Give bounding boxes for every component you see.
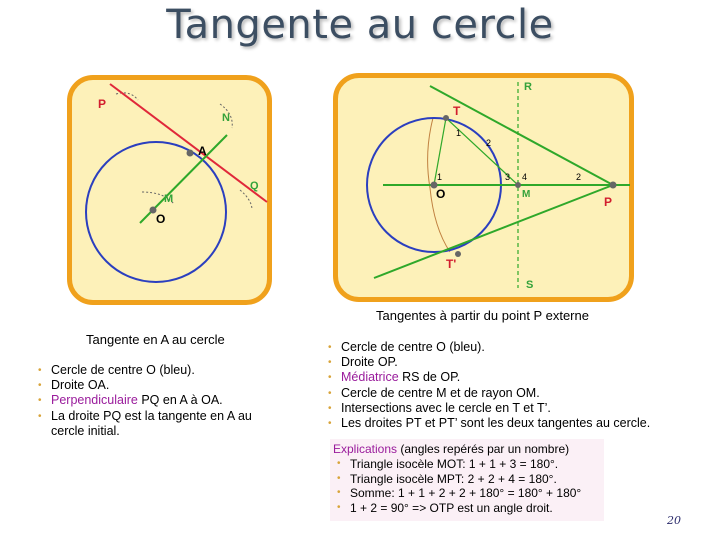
- label-angle-2-top: 2: [486, 138, 492, 148]
- label-m: M: [164, 193, 174, 205]
- highlight-term: Perpendiculaire: [51, 393, 138, 408]
- explanations-list: [336, 457, 604, 515]
- label-m: M: [522, 189, 531, 200]
- label-r: R: [524, 81, 532, 93]
- left-figure-caption: Tangente en A au cercle: [86, 332, 225, 347]
- left-figure-panel: [67, 75, 272, 305]
- right-figure-panel: [333, 73, 634, 302]
- explanations-box: [330, 439, 604, 521]
- left-figure-drawing: [72, 80, 277, 310]
- list-item: • Cercle de centre M et de rayon OM.: [327, 386, 677, 401]
- page-title: Tangente au cercle: [166, 2, 554, 48]
- list-item: • Cercle de centre O (bleu).: [37, 363, 273, 378]
- list-item: • Intersections avec le cercle en T et T’.: [327, 401, 677, 416]
- tangent-pt-prime: [374, 185, 613, 278]
- label-p: P: [98, 97, 107, 111]
- list-item: • Les droites PT et PT’ sont les deux tangentes au cercle.: [327, 416, 677, 431]
- point-p: [610, 182, 617, 189]
- label-t: T: [453, 104, 461, 118]
- construction-arc-q: [240, 190, 252, 210]
- label-p: P: [604, 195, 613, 209]
- label-q: Q: [250, 180, 259, 192]
- label-angle-3: 3: [505, 172, 511, 182]
- label-t-prime: T': [446, 257, 457, 271]
- list-item: • 1 + 2 = 90° => OTP est un angle droit.: [336, 501, 604, 516]
- right-bullet-list: [327, 340, 677, 431]
- label-n: N: [222, 112, 230, 124]
- list-item: • Médiatrice RS de OP.: [327, 370, 677, 385]
- label-o: O: [156, 212, 166, 226]
- label-o: O: [436, 187, 446, 201]
- label-angle-1-top: 1: [456, 128, 462, 138]
- list-item: • Triangle isocèle MPT: 2 + 2 + 4 = 180°.: [336, 472, 604, 487]
- list-item: • Droite OA.: [37, 378, 273, 393]
- label-a: A: [198, 144, 207, 158]
- point-a: [187, 150, 194, 157]
- label-angle-4: 4: [522, 172, 528, 182]
- label-s: S: [526, 279, 534, 291]
- label-angle-2-mid: 2: [576, 172, 582, 182]
- page-number: 20: [667, 514, 681, 527]
- circle-m-arc-top: [428, 118, 433, 188]
- list-item: • Cercle de centre O (bleu).: [327, 340, 677, 355]
- highlight-term: Médiatrice: [341, 370, 399, 385]
- left-bullet-list: [37, 363, 273, 439]
- right-figure-drawing: [338, 78, 639, 307]
- list-item: • Triangle isocèle MOT: 1 + 1 + 3 = 180°.: [336, 457, 604, 472]
- list-item: • La droite PQ est la tangente en A au cercle initial.: [37, 409, 273, 439]
- label-angle-1-mid: 1: [437, 172, 443, 182]
- point-t: [443, 115, 449, 121]
- right-figure-caption: Tangentes à partir du point P externe: [376, 308, 589, 323]
- explanations-heading: Explications (angles repérés par un nombre): [333, 442, 570, 456]
- list-item: • Droite OP.: [327, 355, 677, 370]
- list-item: • Somme: 1 + 1 + 2 + 2 + 180° = 180° + 180°: [336, 486, 604, 501]
- point-m: [515, 182, 521, 188]
- list-item: • Perpendiculaire PQ en A à OA.: [37, 393, 273, 408]
- tangent-line-pq: [110, 84, 267, 202]
